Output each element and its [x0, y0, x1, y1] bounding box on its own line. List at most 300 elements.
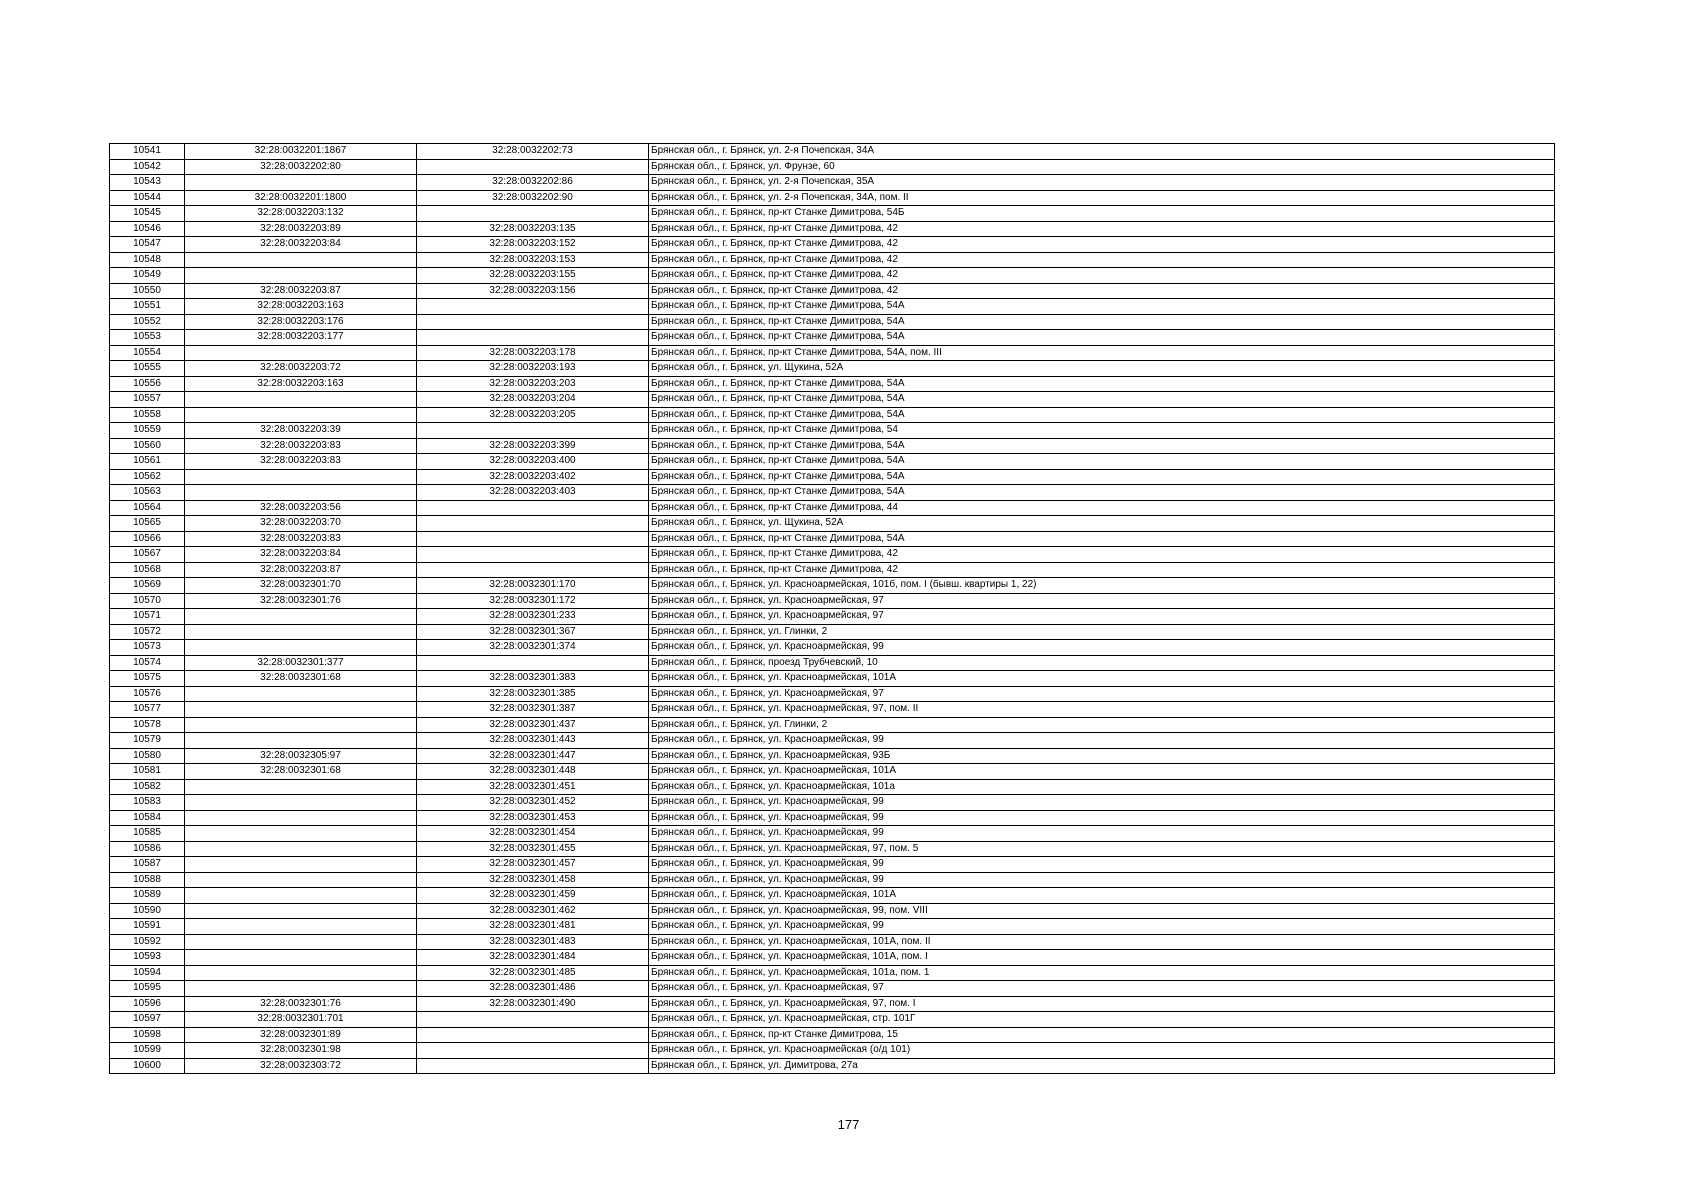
table-row: [110, 640, 1555, 656]
address-cell: Брянская обл., г. Брянск, ул. Щукина, 52А: [649, 516, 1555, 532]
land-cadastral-number-cell: [185, 640, 417, 656]
row-number-cell: 10571: [110, 609, 185, 625]
address-cell: Брянская обл., г. Брянск, ул. Красноармейская, 97, пом. I: [649, 996, 1555, 1012]
object-cadastral-number-cell: [417, 531, 649, 547]
row-number-cell: 10576: [110, 686, 185, 702]
table-row: [110, 283, 1555, 299]
row-number-cell: 10589: [110, 888, 185, 904]
row-number-cell: 10586: [110, 841, 185, 857]
table-row: [110, 407, 1555, 423]
object-cadastral-number-cell: 32:28:0032301:443: [417, 733, 649, 749]
address-cell: Брянская обл., г. Брянск, ул. Красноармейская, 99: [649, 795, 1555, 811]
land-cadastral-number-cell: 32:28:0032301:76: [185, 996, 417, 1012]
row-number-cell: 10599: [110, 1043, 185, 1059]
table-row: [110, 392, 1555, 408]
address-cell: Брянская обл., г. Брянск, ул. Красноармейская, 97: [649, 593, 1555, 609]
address-cell: Брянская обл., г. Брянск, ул. Красноармейская, 99: [649, 640, 1555, 656]
land-cadastral-number-cell: 32:28:0032303:72: [185, 1058, 417, 1074]
row-number-cell: 10544: [110, 190, 185, 206]
table-row: [110, 996, 1555, 1012]
object-cadastral-number-cell: 32:28:0032301:459: [417, 888, 649, 904]
address-cell: Брянская обл., г. Брянск, пр-кт Станке Димитрова, 54А: [649, 531, 1555, 547]
object-cadastral-number-cell: 32:28:0032301:451: [417, 779, 649, 795]
object-cadastral-number-cell: 32:28:0032301:481: [417, 919, 649, 935]
address-cell: Брянская обл., г. Брянск, пр-кт Станке Димитрова, 42: [649, 268, 1555, 284]
table-row: [110, 345, 1555, 361]
address-cell: Брянская обл., г. Брянск, ул. Красноармейская, 99, пом. VIII: [649, 903, 1555, 919]
object-cadastral-number-cell: [417, 1012, 649, 1028]
land-cadastral-number-cell: [185, 779, 417, 795]
land-cadastral-number-cell: [185, 950, 417, 966]
row-number-cell: 10573: [110, 640, 185, 656]
address-cell: Брянская обл., г. Брянск, пр-кт Станке Димитрова, 42: [649, 547, 1555, 563]
row-number-cell: 10550: [110, 283, 185, 299]
table-row: [110, 903, 1555, 919]
address-cell: Брянская обл., г. Брянск, ул. Красноармейская, 93Б: [649, 748, 1555, 764]
row-number-cell: 10558: [110, 407, 185, 423]
table-row: [110, 872, 1555, 888]
row-number-cell: 10581: [110, 764, 185, 780]
land-cadastral-number-cell: [185, 919, 417, 935]
row-number-cell: 10542: [110, 159, 185, 175]
object-cadastral-number-cell: 32:28:0032203:205: [417, 407, 649, 423]
land-cadastral-number-cell: [185, 268, 417, 284]
land-cadastral-number-cell: [185, 826, 417, 842]
land-cadastral-number-cell: 32:28:0032203:83: [185, 454, 417, 470]
table-row: [110, 330, 1555, 346]
land-cadastral-number-cell: 32:28:0032301:68: [185, 764, 417, 780]
land-cadastral-number-cell: [185, 175, 417, 191]
row-number-cell: 10545: [110, 206, 185, 222]
table-row: [110, 934, 1555, 950]
table-body: [110, 144, 1555, 1074]
table-row: [110, 702, 1555, 718]
address-cell: Брянская обл., г. Брянск, ул. 2-я Почепская, 34А, пом. II: [649, 190, 1555, 206]
table-row: [110, 438, 1555, 454]
row-number-cell: 10556: [110, 376, 185, 392]
address-cell: Брянская обл., г. Брянск, ул. Красноармейская, 99: [649, 872, 1555, 888]
table-row: [110, 516, 1555, 532]
row-number-cell: 10543: [110, 175, 185, 191]
address-cell: Брянская обл., г. Брянск, ул. Красноармейская, 101А: [649, 888, 1555, 904]
row-number-cell: 10598: [110, 1027, 185, 1043]
row-number-cell: 10570: [110, 593, 185, 609]
address-cell: Брянская обл., г. Брянск, ул. Красноармейская, стр. 101Г: [649, 1012, 1555, 1028]
address-cell: Брянская обл., г. Брянск, пр-кт Станке Димитрова, 42: [649, 221, 1555, 237]
address-cell: Брянская обл., г. Брянск, пр-кт Станке Димитрова, 54А: [649, 454, 1555, 470]
row-number-cell: 10569: [110, 578, 185, 594]
object-cadastral-number-cell: [417, 547, 649, 563]
object-cadastral-number-cell: 32:28:0032301:483: [417, 934, 649, 950]
object-cadastral-number-cell: 32:28:0032301:455: [417, 841, 649, 857]
row-number-cell: 10574: [110, 655, 185, 671]
table-row: [110, 190, 1555, 206]
table-row: [110, 485, 1555, 501]
address-cell: Брянская обл., г. Брянск, ул. Красноармейская, 99: [649, 733, 1555, 749]
address-cell: Брянская обл., г. Брянск, ул. Щукина, 52А: [649, 361, 1555, 377]
address-cell: Брянская обл., г. Брянск, проезд Трубчевский, 10: [649, 655, 1555, 671]
row-number-cell: 10551: [110, 299, 185, 315]
address-cell: Брянская обл., г. Брянск, ул. Глинки, 2: [649, 717, 1555, 733]
address-cell: Брянская обл., г. Брянск, ул. Красноармейская (о/д 101): [649, 1043, 1555, 1059]
address-cell: Брянская обл., г. Брянск, пр-кт Станке Димитрова, 54А, пом. III: [649, 345, 1555, 361]
land-cadastral-number-cell: 32:28:0032203:163: [185, 376, 417, 392]
address-cell: Брянская обл., г. Брянск, ул. Красноармейская, 99: [649, 857, 1555, 873]
land-cadastral-number-cell: [185, 810, 417, 826]
table-row: [110, 531, 1555, 547]
row-number-cell: 10555: [110, 361, 185, 377]
land-cadastral-number-cell: [185, 392, 417, 408]
object-cadastral-number-cell: 32:28:0032301:490: [417, 996, 649, 1012]
row-number-cell: 10595: [110, 981, 185, 997]
land-cadastral-number-cell: 32:28:0032202:80: [185, 159, 417, 175]
row-number-cell: 10588: [110, 872, 185, 888]
address-cell: Брянская обл., г. Брянск, ул. Димитрова, 27а: [649, 1058, 1555, 1074]
row-number-cell: 10600: [110, 1058, 185, 1074]
row-number-cell: 10587: [110, 857, 185, 873]
object-cadastral-number-cell: 32:28:0032301:437: [417, 717, 649, 733]
row-number-cell: 10563: [110, 485, 185, 501]
row-number-cell: 10591: [110, 919, 185, 935]
address-cell: Брянская обл., г. Брянск, пр-кт Станке Димитрова, 44: [649, 500, 1555, 516]
land-cadastral-number-cell: [185, 872, 417, 888]
table-row: [110, 159, 1555, 175]
table-row: [110, 764, 1555, 780]
address-cell: Брянская обл., г. Брянск, ул. Глинки, 2: [649, 624, 1555, 640]
object-cadastral-number-cell: 32:28:0032203:156: [417, 283, 649, 299]
table-row: [110, 950, 1555, 966]
object-cadastral-number-cell: 32:28:0032301:233: [417, 609, 649, 625]
object-cadastral-number-cell: 32:28:0032301:457: [417, 857, 649, 873]
address-cell: Брянская обл., г. Брянск, пр-кт Станке Димитрова, 54А: [649, 469, 1555, 485]
land-cadastral-number-cell: [185, 469, 417, 485]
row-number-cell: 10559: [110, 423, 185, 439]
land-cadastral-number-cell: [185, 609, 417, 625]
row-number-cell: 10554: [110, 345, 185, 361]
object-cadastral-number-cell: 32:28:0032301:383: [417, 671, 649, 687]
land-cadastral-number-cell: 32:28:0032201:1800: [185, 190, 417, 206]
address-cell: Брянская обл., г. Брянск, ул. Красноармейская, 101а, пом. 1: [649, 965, 1555, 981]
row-number-cell: 10585: [110, 826, 185, 842]
land-cadastral-number-cell: [185, 795, 417, 811]
object-cadastral-number-cell: 32:28:0032301:484: [417, 950, 649, 966]
row-number-cell: 10578: [110, 717, 185, 733]
table-row: [110, 1012, 1555, 1028]
row-number-cell: 10592: [110, 934, 185, 950]
row-number-cell: 10594: [110, 965, 185, 981]
object-cadastral-number-cell: 32:28:0032301:454: [417, 826, 649, 842]
address-cell: Брянская обл., г. Брянск, пр-кт Станке Димитрова, 54А: [649, 392, 1555, 408]
row-number-cell: 10582: [110, 779, 185, 795]
row-number-cell: 10541: [110, 144, 185, 160]
object-cadastral-number-cell: 32:28:0032301:374: [417, 640, 649, 656]
address-cell: Брянская обл., г. Брянск, пр-кт Станке Димитрова, 54А: [649, 314, 1555, 330]
object-cadastral-number-cell: [417, 314, 649, 330]
table-row: [110, 965, 1555, 981]
table-row: [110, 454, 1555, 470]
land-cadastral-number-cell: [185, 934, 417, 950]
address-cell: Брянская обл., г. Брянск, ул. Красноармейская, 97: [649, 686, 1555, 702]
object-cadastral-number-cell: 32:28:0032203:153: [417, 252, 649, 268]
object-cadastral-number-cell: 32:28:0032202:90: [417, 190, 649, 206]
object-cadastral-number-cell: 32:28:0032301:448: [417, 764, 649, 780]
row-number-cell: 10561: [110, 454, 185, 470]
table-row: [110, 423, 1555, 439]
object-cadastral-number-cell: 32:28:0032301:485: [417, 965, 649, 981]
land-cadastral-number-cell: 32:28:0032301:98: [185, 1043, 417, 1059]
object-cadastral-number-cell: 32:28:0032203:152: [417, 237, 649, 253]
address-cell: Брянская обл., г. Брянск, ул. Красноармейская, 99: [649, 919, 1555, 935]
row-number-cell: 10553: [110, 330, 185, 346]
address-cell: Брянская обл., г. Брянск, ул. Красноармейская, 101б, пом. I (бывш. квартиры 1, 22): [649, 578, 1555, 594]
land-cadastral-number-cell: [185, 888, 417, 904]
table-row: [110, 733, 1555, 749]
row-number-cell: 10548: [110, 252, 185, 268]
table-row: [110, 221, 1555, 237]
object-cadastral-number-cell: 32:28:0032301:367: [417, 624, 649, 640]
page-number: 177: [837, 1117, 860, 1132]
object-cadastral-number-cell: 32:28:0032301:458: [417, 872, 649, 888]
object-cadastral-number-cell: 32:28:0032301:385: [417, 686, 649, 702]
land-cadastral-number-cell: 32:28:0032203:84: [185, 547, 417, 563]
table-row: [110, 1043, 1555, 1059]
object-cadastral-number-cell: 32:28:0032203:400: [417, 454, 649, 470]
table-row: [110, 268, 1555, 284]
row-number-cell: 10580: [110, 748, 185, 764]
table-row: [110, 252, 1555, 268]
object-cadastral-number-cell: [417, 516, 649, 532]
row-number-cell: 10577: [110, 702, 185, 718]
land-cadastral-number-cell: [185, 702, 417, 718]
table-row: [110, 686, 1555, 702]
table-row: [110, 299, 1555, 315]
row-number-cell: 10568: [110, 562, 185, 578]
object-cadastral-number-cell: 32:28:0032301:462: [417, 903, 649, 919]
land-cadastral-number-cell: 32:28:0032201:1867: [185, 144, 417, 160]
table-row: [110, 717, 1555, 733]
address-cell: Брянская обл., г. Брянск, пр-кт Станке Димитрова, 54А: [649, 299, 1555, 315]
table-row: [110, 469, 1555, 485]
land-cadastral-number-cell: 32:28:0032203:176: [185, 314, 417, 330]
land-cadastral-number-cell: [185, 407, 417, 423]
table-row: [110, 237, 1555, 253]
object-cadastral-number-cell: [417, 159, 649, 175]
table-row: [110, 562, 1555, 578]
object-cadastral-number-cell: 32:28:0032301:486: [417, 981, 649, 997]
row-number-cell: 10557: [110, 392, 185, 408]
address-cell: Брянская обл., г. Брянск, пр-кт Станке Димитрова, 42: [649, 252, 1555, 268]
address-cell: Брянская обл., г. Брянск, ул. Красноармейская, 101А: [649, 764, 1555, 780]
table-row: [110, 624, 1555, 640]
address-cell: Брянская обл., г. Брянск, пр-кт Станке Димитрова, 54Б: [649, 206, 1555, 222]
object-cadastral-number-cell: 32:28:0032203:203: [417, 376, 649, 392]
object-cadastral-number-cell: 32:28:0032301:170: [417, 578, 649, 594]
row-number-cell: 10546: [110, 221, 185, 237]
address-cell: Брянская обл., г. Брянск, пр-кт Станке Димитрова, 15: [649, 1027, 1555, 1043]
object-cadastral-number-cell: 32:28:0032301:172: [417, 593, 649, 609]
land-cadastral-number-cell: 32:28:0032203:132: [185, 206, 417, 222]
object-cadastral-number-cell: 32:28:0032203:155: [417, 268, 649, 284]
row-number-cell: 10560: [110, 438, 185, 454]
land-cadastral-number-cell: 32:28:0032203:72: [185, 361, 417, 377]
object-cadastral-number-cell: [417, 206, 649, 222]
row-number-cell: 10565: [110, 516, 185, 532]
object-cadastral-number-cell: [417, 1058, 649, 1074]
land-cadastral-number-cell: 32:28:0032301:76: [185, 593, 417, 609]
object-cadastral-number-cell: [417, 299, 649, 315]
table-row: [110, 655, 1555, 671]
land-cadastral-number-cell: [185, 252, 417, 268]
row-number-cell: 10575: [110, 671, 185, 687]
table-row: [110, 578, 1555, 594]
table-row: [110, 841, 1555, 857]
object-cadastral-number-cell: [417, 1043, 649, 1059]
row-number-cell: 10584: [110, 810, 185, 826]
object-cadastral-number-cell: [417, 500, 649, 516]
address-cell: Брянская обл., г. Брянск, ул. Фрунзе, 60: [649, 159, 1555, 175]
table-row: [110, 1027, 1555, 1043]
land-cadastral-number-cell: 32:28:0032203:163: [185, 299, 417, 315]
row-number-cell: 10572: [110, 624, 185, 640]
property-table: [109, 143, 1555, 1074]
address-cell: Брянская обл., г. Брянск, ул. Красноармейская, 101А, пом. I: [649, 950, 1555, 966]
land-cadastral-number-cell: 32:28:0032203:177: [185, 330, 417, 346]
land-cadastral-number-cell: 32:28:0032301:701: [185, 1012, 417, 1028]
land-cadastral-number-cell: [185, 717, 417, 733]
land-cadastral-number-cell: 32:28:0032203:83: [185, 531, 417, 547]
table-row: [110, 857, 1555, 873]
row-number-cell: 10596: [110, 996, 185, 1012]
object-cadastral-number-cell: [417, 1027, 649, 1043]
land-cadastral-number-cell: 32:28:0032203:87: [185, 283, 417, 299]
table-row: [110, 500, 1555, 516]
row-number-cell: 10583: [110, 795, 185, 811]
land-cadastral-number-cell: 32:28:0032305:97: [185, 748, 417, 764]
table-row: [110, 376, 1555, 392]
address-cell: Брянская обл., г. Брянск, ул. 2-я Почепская, 35А: [649, 175, 1555, 191]
row-number-cell: 10567: [110, 547, 185, 563]
address-cell: Брянская обл., г. Брянск, ул. Красноармейская, 99: [649, 826, 1555, 842]
land-cadastral-number-cell: 32:28:0032203:70: [185, 516, 417, 532]
object-cadastral-number-cell: 32:28:0032301:387: [417, 702, 649, 718]
address-cell: Брянская обл., г. Брянск, пр-кт Станке Димитрова, 42: [649, 283, 1555, 299]
object-cadastral-number-cell: 32:28:0032203:403: [417, 485, 649, 501]
land-cadastral-number-cell: 32:28:0032203:56: [185, 500, 417, 516]
table-row: [110, 206, 1555, 222]
object-cadastral-number-cell: 32:28:0032203:399: [417, 438, 649, 454]
land-cadastral-number-cell: 32:28:0032203:84: [185, 237, 417, 253]
object-cadastral-number-cell: [417, 562, 649, 578]
row-number-cell: 10564: [110, 500, 185, 516]
table-row: [110, 981, 1555, 997]
row-number-cell: 10590: [110, 903, 185, 919]
row-number-cell: 10562: [110, 469, 185, 485]
table-row: [110, 609, 1555, 625]
table-row: [110, 547, 1555, 563]
land-cadastral-number-cell: 32:28:0032301:68: [185, 671, 417, 687]
land-cadastral-number-cell: 32:28:0032301:89: [185, 1027, 417, 1043]
address-cell: Брянская обл., г. Брянск, пр-кт Станке Димитрова, 42: [649, 237, 1555, 253]
address-cell: Брянская обл., г. Брянск, ул. Красноармейская, 97: [649, 609, 1555, 625]
land-cadastral-number-cell: 32:28:0032203:83: [185, 438, 417, 454]
object-cadastral-number-cell: [417, 655, 649, 671]
land-cadastral-number-cell: [185, 857, 417, 873]
row-number-cell: 10579: [110, 733, 185, 749]
table-row: [110, 175, 1555, 191]
row-number-cell: 10566: [110, 531, 185, 547]
address-cell: Брянская обл., г. Брянск, ул. Красноармейская, 101а: [649, 779, 1555, 795]
object-cadastral-number-cell: 32:28:0032202:73: [417, 144, 649, 160]
address-cell: Брянская обл., г. Брянск, пр-кт Станке Димитрова, 54А: [649, 407, 1555, 423]
object-cadastral-number-cell: 32:28:0032203:135: [417, 221, 649, 237]
address-cell: Брянская обл., г. Брянск, пр-кт Станке Димитрова, 54А: [649, 330, 1555, 346]
object-cadastral-number-cell: 32:28:0032203:204: [417, 392, 649, 408]
row-number-cell: 10549: [110, 268, 185, 284]
address-cell: Брянская обл., г. Брянск, ул. Красноармейская, 101А: [649, 671, 1555, 687]
land-cadastral-number-cell: [185, 485, 417, 501]
object-cadastral-number-cell: 32:28:0032203:402: [417, 469, 649, 485]
object-cadastral-number-cell: [417, 330, 649, 346]
table-row: [110, 361, 1555, 377]
land-cadastral-number-cell: [185, 903, 417, 919]
address-cell: Брянская обл., г. Брянск, ул. 2-я Почепская, 34А: [649, 144, 1555, 160]
address-cell: Брянская обл., г. Брянск, ул. Красноармейская, 101А, пом. II: [649, 934, 1555, 950]
row-number-cell: 10552: [110, 314, 185, 330]
land-cadastral-number-cell: 32:28:0032301:377: [185, 655, 417, 671]
table-row: [110, 748, 1555, 764]
object-cadastral-number-cell: [417, 423, 649, 439]
table-row: [110, 826, 1555, 842]
table-row: [110, 314, 1555, 330]
land-cadastral-number-cell: [185, 841, 417, 857]
land-cadastral-number-cell: [185, 981, 417, 997]
address-cell: Брянская обл., г. Брянск, пр-кт Станке Димитрова, 54А: [649, 438, 1555, 454]
address-cell: Брянская обл., г. Брянск, пр-кт Станке Димитрова, 54А: [649, 485, 1555, 501]
table-row: [110, 779, 1555, 795]
land-cadastral-number-cell: [185, 965, 417, 981]
table-row: [110, 888, 1555, 904]
table-row: [110, 795, 1555, 811]
object-cadastral-number-cell: 32:28:0032301:452: [417, 795, 649, 811]
address-cell: Брянская обл., г. Брянск, ул. Красноармейская, 97, пом. 5: [649, 841, 1555, 857]
row-number-cell: 10547: [110, 237, 185, 253]
address-cell: Брянская обл., г. Брянск, ул. Красноармейская, 99: [649, 810, 1555, 826]
table-row: [110, 810, 1555, 826]
object-cadastral-number-cell: 32:28:0032301:447: [417, 748, 649, 764]
table-row: [110, 144, 1555, 160]
land-cadastral-number-cell: [185, 733, 417, 749]
object-cadastral-number-cell: 32:28:0032202:86: [417, 175, 649, 191]
object-cadastral-number-cell: 32:28:0032301:453: [417, 810, 649, 826]
table-row: [110, 593, 1555, 609]
address-cell: Брянская обл., г. Брянск, ул. Красноармейская, 97, пом. II: [649, 702, 1555, 718]
land-cadastral-number-cell: [185, 624, 417, 640]
table-row: [110, 919, 1555, 935]
land-cadastral-number-cell: 32:28:0032203:89: [185, 221, 417, 237]
table-row: [110, 671, 1555, 687]
land-cadastral-number-cell: [185, 686, 417, 702]
land-cadastral-number-cell: 32:28:0032301:70: [185, 578, 417, 594]
table-row: [110, 1058, 1555, 1074]
land-cadastral-number-cell: 32:28:0032203:87: [185, 562, 417, 578]
address-cell: Брянская обл., г. Брянск, пр-кт Станке Димитрова, 54А: [649, 376, 1555, 392]
address-cell: Брянская обл., г. Брянск, ул. Красноармейская, 97: [649, 981, 1555, 997]
object-cadastral-number-cell: 32:28:0032203:193: [417, 361, 649, 377]
row-number-cell: 10597: [110, 1012, 185, 1028]
land-cadastral-number-cell: 32:28:0032203:39: [185, 423, 417, 439]
row-number-cell: 10593: [110, 950, 185, 966]
address-cell: Брянская обл., г. Брянск, пр-кт Станке Димитрова, 42: [649, 562, 1555, 578]
